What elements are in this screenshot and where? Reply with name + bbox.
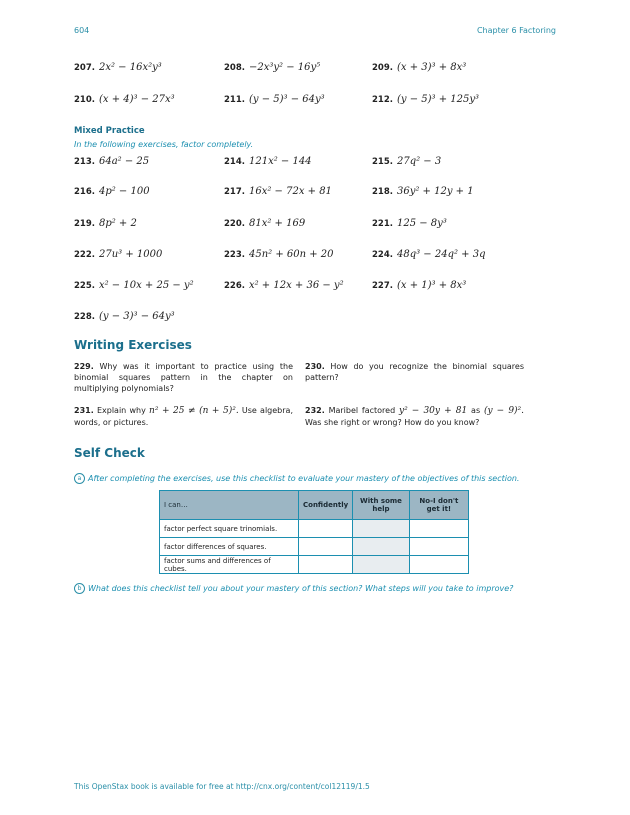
exercise-232: 232. Maribel factored y² − 30y + 81 as (y − 9)². Was she right or wrong? How do you know? — [305, 406, 525, 427]
row-label: factor perfect square trinomials. — [160, 520, 299, 538]
circled-b-marker: b — [74, 583, 85, 594]
problem-221: 221. 125 − 8y³ — [372, 218, 447, 229]
check-cell[interactable] — [299, 538, 353, 556]
problem-225: 225. x² − 10x + 25 − y² — [74, 280, 194, 291]
check-cell[interactable] — [409, 520, 468, 538]
problem-213: 213. 64a² − 25 — [74, 156, 150, 167]
table-row — [160, 556, 469, 574]
check-cell[interactable] — [353, 538, 410, 556]
circled-a-marker: a — [74, 473, 85, 484]
problem-209: 209. (x + 3)³ + 8x³ — [372, 62, 467, 73]
self-check-a: a After completing the exercises, use this checklist to evaluate your mastery of the objectives of this section. — [74, 473, 519, 484]
mixed-practice-instruction: In the following exercises, factor completely. — [74, 140, 254, 149]
problem-211: 211. (y − 5)³ − 64y³ — [224, 94, 325, 105]
exercise-231: 231. Explain why n² + 25 ≠ (n + 5)². Use algebra, words, or pictures. — [74, 406, 293, 427]
mixed-practice-heading: Mixed Practice — [74, 126, 145, 136]
problem-219: 219. 8p² + 2 — [74, 218, 137, 229]
problem-218: 218. 36y² + 12y + 1 — [372, 186, 474, 197]
problem-216: 216. 4p² − 100 — [74, 186, 150, 197]
exercise-230: 230. How do you recognize the binomial squares pattern? — [305, 362, 524, 382]
check-cell[interactable] — [299, 556, 353, 574]
check-cell[interactable] — [409, 556, 468, 574]
check-cell[interactable] — [353, 556, 410, 574]
problem-222: 222. 27u³ + 1000 — [74, 249, 163, 260]
self-check-table — [159, 490, 469, 574]
table-header-row — [160, 491, 469, 520]
problem-210: 210. (x + 4)³ − 27x³ — [74, 94, 175, 105]
problem-224: 224. 48q³ − 24q² + 3q — [372, 249, 486, 260]
col-header-some-help: With some help — [353, 491, 410, 520]
self-check-heading: Self Check — [74, 446, 145, 460]
problem-214: 214. 121x² − 144 — [224, 156, 312, 167]
page-number: 604 — [74, 26, 90, 35]
check-cell[interactable] — [353, 520, 410, 538]
check-cell[interactable] — [299, 520, 353, 538]
col-header-i-can: I can… — [160, 491, 299, 520]
row-label: factor sums and differences of cubes. — [160, 556, 299, 574]
row-label: factor differences of squares. — [160, 538, 299, 556]
problem-226: 226. x² + 12x + 36 − y² — [224, 280, 344, 291]
problem-227: 227. (x + 1)³ + 8x³ — [372, 280, 467, 291]
table-row — [160, 520, 469, 538]
footer-text: This OpenStax book is available for free at http://cnx.org/content/col12119/1.5 — [74, 782, 370, 791]
exercise-229: 229. Why was it important to practice using the binomial squares pattern in the chapter on multiplying polynomials? — [74, 362, 293, 393]
problem-215: 215. 27q² − 3 — [372, 156, 442, 167]
problem-228: 228. (y − 3)³ − 64y³ — [74, 311, 175, 322]
col-header-dont-get-it: No-I don't get it! — [409, 491, 468, 520]
problem-207: 207. 2x² − 16x²y³ — [74, 62, 162, 73]
problem-223: 223. 45n² + 60n + 20 — [224, 249, 334, 260]
check-cell[interactable] — [409, 538, 468, 556]
self-check-b: b What does this checklist tell you about your mastery of this section? What steps will you take to improve? — [74, 583, 513, 594]
problem-220: 220. 81x² + 169 — [224, 218, 306, 229]
problem-217: 217. 16x² − 72x + 81 — [224, 186, 332, 197]
chapter-title: Chapter 6 Factoring — [476, 26, 556, 35]
table-row — [160, 538, 469, 556]
writing-exercises-heading: Writing Exercises — [74, 338, 192, 352]
col-header-confidently: Confidently — [299, 491, 353, 520]
problem-208: 208. −2x³y² − 16y⁵ — [224, 62, 321, 73]
problem-212: 212. (y − 5)³ + 125y³ — [372, 94, 480, 105]
